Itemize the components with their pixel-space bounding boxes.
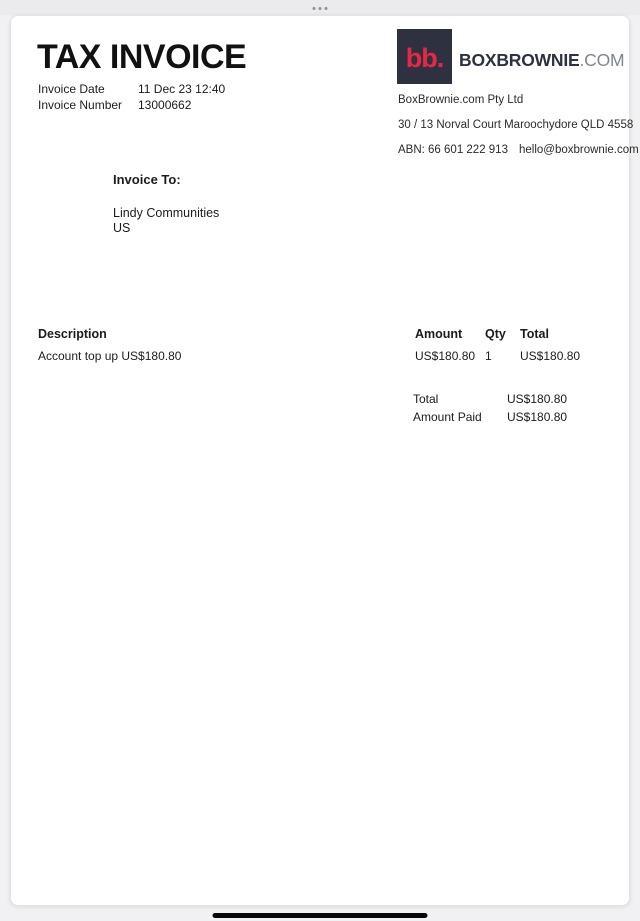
summary-total-value: US$180.80 [507,392,568,406]
invoice-number-row [38,98,225,114]
col-header-total: Total [520,327,549,341]
company-address: 30 / 13 Norval Court Maroochydore QLD 4558 [398,119,634,131]
home-indicator[interactable] [213,913,428,918]
col-header-amount: Amount [415,327,463,341]
col-header-qty: Qty [485,327,506,341]
dot-icon [325,7,328,10]
line-item-amount: US$180.80 [415,349,476,363]
company-email: hello@boxbrownie.com [518,144,639,156]
bill-to-heading: Invoice To: [113,172,181,187]
summary-total-label: Total [413,392,439,406]
brand-wordmark [459,50,624,70]
summary-amount-paid-value: US$180.80 [507,410,568,424]
status-bar-area [0,0,640,15]
company-name: BoxBrownie.com Pty Ltd [398,94,524,106]
bill-to-section [113,172,219,236]
company-details [398,94,639,169]
invoice-title: TAX INVOICE [37,38,247,76]
summary-amount-paid-label: Amount Paid [413,410,482,424]
invoice-date-label: Invoice Date [38,82,105,96]
company-abn-line [398,144,639,156]
invoice-document [10,15,639,906]
line-item-qty: 1 [485,349,492,363]
invoice-number-label: Invoice Number [38,97,123,112]
dot-icon [313,7,316,10]
bill-to-name: Lindy Communities [113,206,220,220]
brand-name: BOXBROWNIE [459,50,580,70]
boxbrownie-logo-icon [397,29,452,84]
logo-bb-monogram: bb. [405,43,444,73]
invoice-date-row [38,82,225,98]
line-item-description: Account top up US$180.80 [38,349,182,363]
invoice-date-value: 11 Dec 23 12:40 [138,82,226,96]
col-header-description: Description [38,327,107,341]
brand-suffix: .COM [579,50,625,70]
window-handle-dots-icon[interactable] [313,7,328,10]
dot-icon [319,7,322,10]
company-abn: ABN: 66 601 222 913 [398,144,508,156]
invoice-meta [38,82,225,113]
bill-to-country: US [113,221,131,235]
invoice-number-value: 13000662 [138,97,192,112]
line-item-total: US$180.80 [520,349,581,363]
